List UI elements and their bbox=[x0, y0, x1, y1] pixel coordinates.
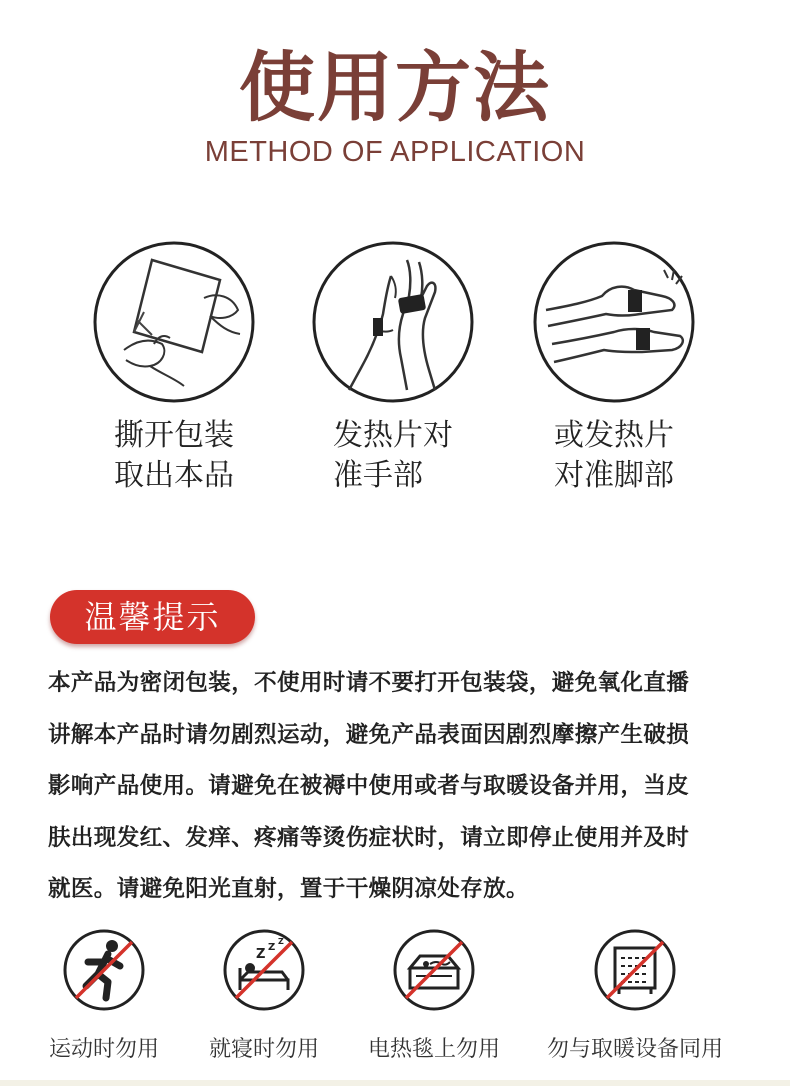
tips-badge: 温馨提示 bbox=[50, 590, 255, 644]
step-caption: 撕开包装 取出本品 bbox=[114, 418, 234, 493]
warning-label: 电热毯上勿用 bbox=[367, 1037, 500, 1062]
tips-line: 肤出现发红、发痒、疼痛等烫伤症状时，请立即停止使用并及时 bbox=[48, 824, 690, 851]
tips-line: 影响产品使用。请避免在被褥中使用或者与取暖设备并用，当皮 bbox=[48, 773, 690, 799]
hand-wrist-icon bbox=[311, 240, 475, 404]
page-subtitle: METHOD OF APPLICATION bbox=[204, 136, 586, 168]
warning-no-running bbox=[14, 928, 194, 1063]
step-foot bbox=[514, 240, 714, 496]
tips-line: 本产品为密闭包装，不使用时请不要打开包装袋，避免氧化直播 bbox=[48, 670, 690, 696]
no-electric-blanket-icon bbox=[392, 928, 476, 1012]
no-running-icon bbox=[62, 928, 146, 1012]
tips-line: 就医。请避免阳光直射，置于干燥阴凉处存放。 bbox=[48, 876, 529, 902]
foot-icon bbox=[532, 240, 696, 404]
step-caption: 发热片对 准手部 bbox=[333, 418, 453, 493]
no-heater-icon bbox=[593, 928, 677, 1012]
no-sleeping-icon bbox=[222, 928, 306, 1012]
bottom-divider bbox=[0, 1080, 790, 1086]
warning-label: 运动时勿用 bbox=[48, 1037, 159, 1062]
step-hand bbox=[293, 240, 493, 496]
step-caption: 或发热片 对准脚部 bbox=[554, 418, 674, 493]
warning-label: 勿与取暖设备同用 bbox=[546, 1037, 723, 1062]
svg-text:Z: Z bbox=[268, 942, 276, 953]
tips-text bbox=[48, 658, 748, 916]
svg-text:Z: Z bbox=[278, 937, 284, 946]
warning-label: 就寝时勿用 bbox=[208, 1037, 319, 1062]
peel-package-icon bbox=[92, 240, 256, 404]
warning-no-sleeping bbox=[174, 928, 354, 1063]
svg-text:Z: Z bbox=[256, 947, 266, 962]
warning-no-electric-blanket bbox=[344, 928, 524, 1063]
page-title: 使用方法 bbox=[239, 43, 551, 132]
step-peel-package bbox=[74, 240, 274, 496]
warning-no-heater bbox=[545, 928, 725, 1063]
tips-line: 讲解本产品时请勿剧烈运动，避免产品表面因剧烈摩擦产生破损 bbox=[48, 721, 690, 748]
